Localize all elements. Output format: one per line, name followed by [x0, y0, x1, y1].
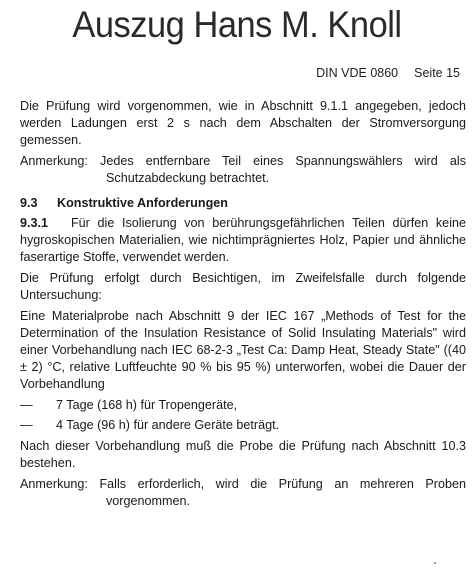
- note-text: Falls erforderlich, wird die Prüfung an mehreren Proben vorgenommen.: [99, 477, 466, 509]
- page-number: Seite 15: [414, 66, 460, 80]
- paragraph-material-test: Eine Materialprobe nach Abschnitt 9 der IEC 167 „Methods of Test for the Determination of the Insulation Resistance of Solid Insulating Materials" wird einer Vorbehandlung nach IEC 68-2-3 „Test Ca: Damp Heat, Steady State" ((40 ± 2) °C, relative Luftfeuchte 90 % bis 95 %) unterworfen, wobei die Dauer der Vorbehandlung: [20, 308, 466, 391]
- note-multiple-samples: [20, 476, 466, 510]
- page-header: [316, 64, 460, 82]
- document-body: [20, 98, 466, 510]
- section-number: 9.3: [20, 195, 38, 210]
- subsection-number: 9.3.1: [20, 216, 49, 231]
- standard-reference: DIN VDE 0860: [316, 66, 399, 80]
- list-item-text: 7 Tage (168 h) für Tropengeräte,: [56, 397, 238, 412]
- document-title: Auszug Hans M. Knoll: [72, 4, 402, 45]
- paragraph-after-pretreatment: Nach dieser Vorbehandlung muß die Probe die Prüfung nach Abschnitt 10.3 bestehen.: [20, 439, 466, 471]
- paragraph-intro: Die Prüfung wird vorgenommen, wie in Abschnitt 9.1.1 angegeben, jedoch werden Ladungen erst 2 s nach dem Abschalten der Stromversorgung gemessen.: [20, 99, 466, 147]
- note-label: Anmerkung:: [20, 153, 101, 168]
- section-title: Konstruktive Anforderungen: [57, 195, 228, 210]
- subsection-931: [20, 215, 466, 266]
- subsection-text: Für die Isolierung von berührungsgefährlichen Teilen dürfen keine hygroskopischen Materialien, wie nichtimprägniertes Holz, Papier und ähnliche faserartige Stoffe, verwendet werden.: [20, 216, 466, 265]
- list-dash: —: [20, 418, 33, 433]
- list-dash: —: [20, 397, 33, 412]
- list-item: [20, 397, 466, 414]
- paragraph-inspection: Die Prüfung erfolgt durch Besichtigen, im Zweifelsfalle durch folgende Untersuchung:: [20, 271, 466, 303]
- section-heading: [20, 195, 466, 212]
- scan-speck: [434, 562, 436, 564]
- note-label: Anmerkung:: [20, 477, 100, 492]
- note-voltage-selector: [20, 153, 466, 187]
- note-text: Jedes entfernbare Teil eines Spannungswählers wird als Schutzabdeckung betrachtet.: [100, 153, 466, 185]
- list-item-text: 4 Tage (96 h) für andere Geräte beträgt.: [56, 418, 280, 433]
- list-item: [20, 417, 466, 434]
